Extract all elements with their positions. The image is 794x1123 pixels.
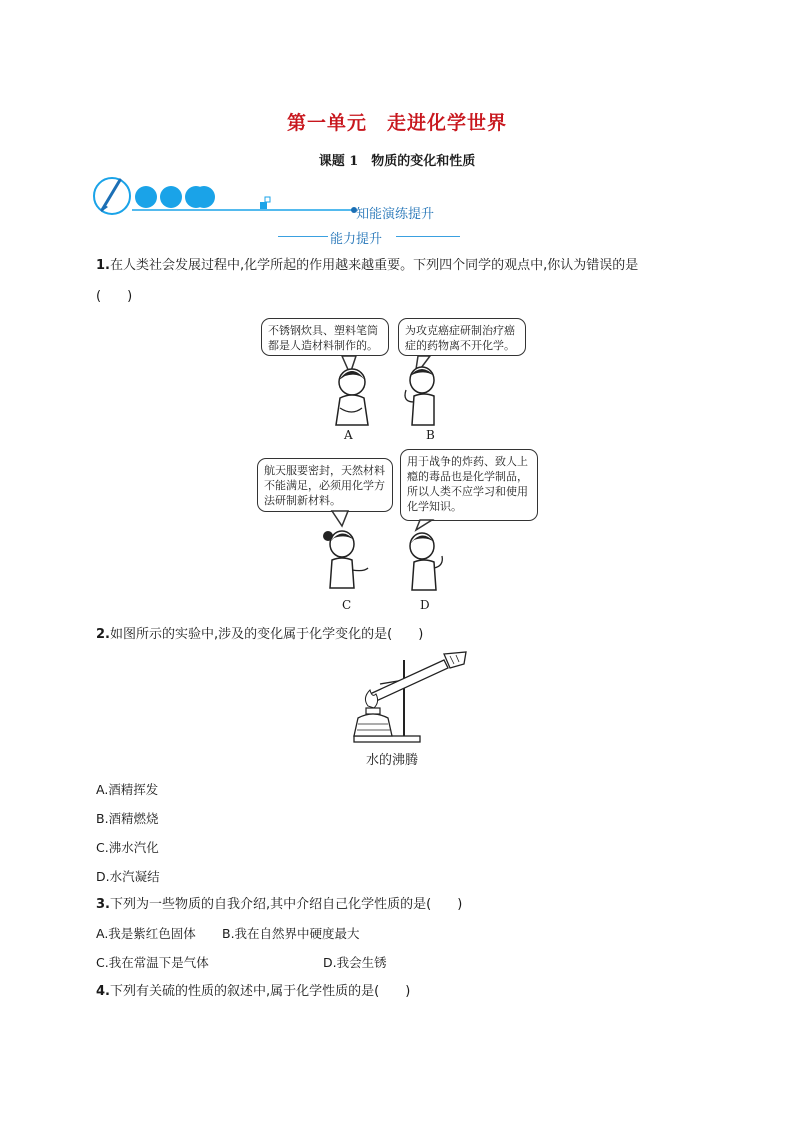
question-1 (96, 255, 706, 276)
label-c: C (342, 598, 352, 612)
figure-caption: 水的沸腾 (366, 753, 419, 768)
label-b: B (426, 428, 435, 442)
question-text: 下列有关硫的性质的叙述中,属于化学性质的是( ) (109, 984, 411, 999)
q2-option-c: C.沸水汽化 (96, 840, 159, 855)
q2-option-b: B.酒精燃烧 (96, 811, 159, 826)
question-1-answer-paren: ( ) (96, 289, 133, 304)
speech-bubble-c: 航天服要密封，天然材料不能满足，必须用化学方法研制新材料。 (257, 458, 393, 512)
speech-bubble-a: 不锈钢炊具、塑料笔筒都是人造材料制作的。 (261, 318, 389, 356)
question-text: 在人类社会发展过程中,化学所起的作用越来越重要。下列四个同学的观点中,你认为错误的是 (109, 258, 639, 273)
q3-option-a: A.我是紫红色固体 (96, 926, 196, 941)
question-text: 下列为一些物质的自我介绍,其中介绍自己化学性质的是( ) (109, 897, 463, 912)
student-b-figure (405, 367, 434, 425)
label-a: A (344, 428, 353, 442)
speech-bubble-d: 用于战争的炸药、致人上瘾的毒品也是化学制品，所以人类不应学习和使用化学知识。 (400, 449, 538, 521)
speech-bubble-b: 为攻克癌症研制治疗癌症的药物离不开化学。 (398, 318, 526, 356)
question-4 (96, 981, 706, 1002)
sub-label-line-right (396, 236, 460, 237)
q3-option-d: D.我会生锈 (323, 955, 387, 970)
q3-option-c: C.我在常温下是气体 (96, 955, 209, 970)
sub-label-line-left (278, 236, 328, 237)
question-number: 3. (96, 897, 110, 912)
question-2 (96, 624, 706, 645)
label-d: D (420, 598, 430, 612)
student-a-figure (336, 369, 368, 425)
q3-option-b: B.我在自然界中硬度最大 (222, 926, 360, 941)
q2-option-d: D.水汽凝结 (96, 869, 160, 884)
section-label: 知能演练提升 (356, 207, 435, 222)
sub-label: 能力提升 (330, 232, 383, 247)
question-3 (96, 894, 706, 915)
boiling-water-apparatus (340, 650, 480, 746)
question-number: 2. (96, 627, 110, 642)
unit-title: 第一单元 走进化学世界 (286, 112, 507, 134)
student-c-figure (323, 531, 368, 588)
question-number: 4. (96, 984, 110, 999)
question-text: 如图所示的实验中,涉及的变化属于化学变化的是( ) (109, 627, 424, 642)
students-illustration (250, 350, 550, 610)
lesson-title: 课题 1 物质的变化和性质 (318, 154, 476, 169)
question-number: 1. (96, 258, 110, 273)
q2-option-a: A.酒精挥发 (96, 782, 159, 797)
student-d-figure (410, 533, 442, 590)
